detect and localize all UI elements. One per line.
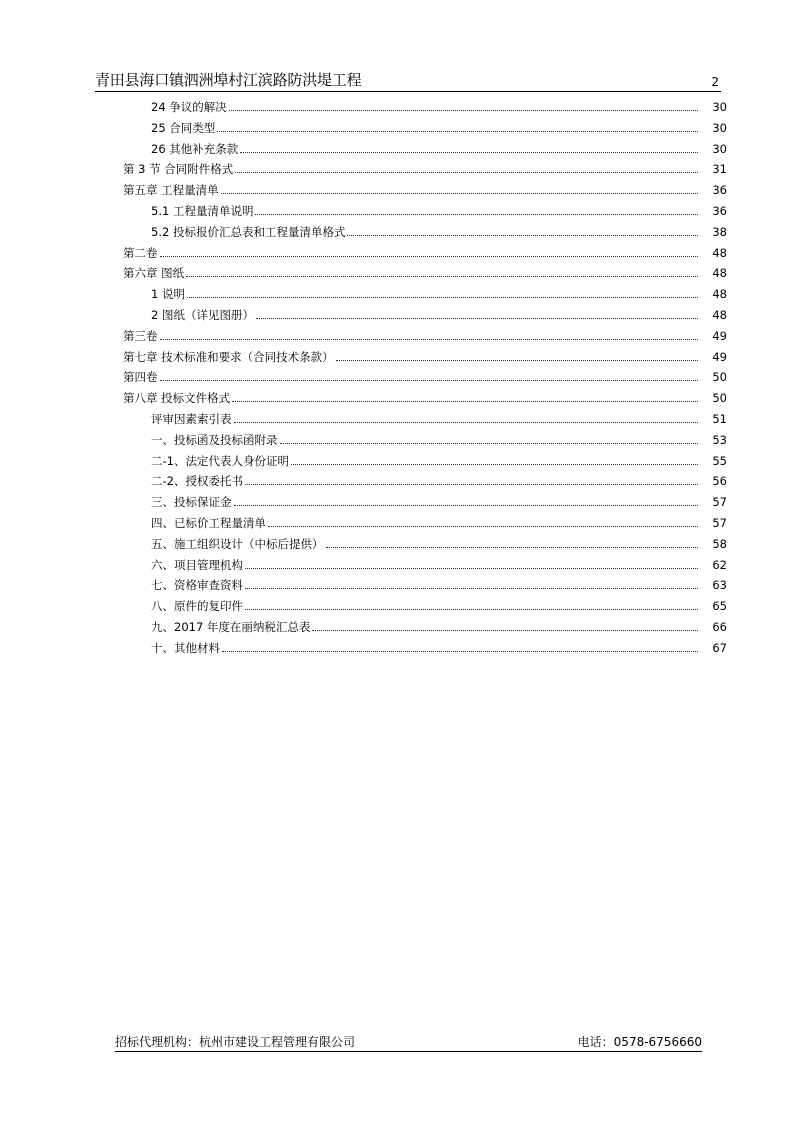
- toc-dot-leader: [291, 464, 698, 465]
- toc-entry-page: 57: [712, 495, 727, 510]
- toc-entry-page: 36: [712, 183, 727, 198]
- toc-dot-leader: [245, 568, 698, 569]
- toc-dot-leader: [235, 172, 698, 173]
- toc-dot-leader: [245, 609, 698, 610]
- toc-dot-leader: [221, 193, 698, 194]
- toc-entry-title: 第三卷: [123, 328, 158, 343]
- toc-entry-page: 55: [712, 453, 727, 468]
- toc-entry-title: 2 图纸（详见图册）: [151, 308, 254, 322]
- toc-dot-leader: [347, 235, 698, 236]
- toc-entry-title: 四、已标价工程量清单: [151, 516, 266, 530]
- toc-entry[interactable]: [151, 115, 727, 135]
- toc-entry-title: 1 说明: [151, 287, 185, 302]
- toc-entry[interactable]: [151, 572, 727, 592]
- toc-dot-leader: [245, 588, 698, 589]
- toc-dot-leader: [245, 484, 698, 485]
- toc-entry-page: 56: [712, 474, 727, 489]
- toc-entry-title: 第二卷: [123, 245, 158, 260]
- toc-entry-title: 第 3 节 合同附件格式: [123, 162, 234, 177]
- toc-entry-page: 30: [712, 120, 727, 135]
- toc-entry[interactable]: [151, 489, 727, 509]
- toc-entry[interactable]: [151, 593, 727, 613]
- toc-entry-title: 第四卷: [123, 370, 158, 385]
- toc-dot-leader: [256, 318, 698, 319]
- toc-dot-leader: [336, 360, 698, 361]
- toc-dot-leader: [268, 526, 698, 527]
- toc-entry[interactable]: [151, 448, 727, 468]
- document-title: 青田县海口镇泗洲埠村江滨路防洪堤工程: [95, 71, 362, 89]
- toc-entry-page: 62: [712, 557, 727, 572]
- toc-entry[interactable]: [123, 260, 727, 280]
- toc-entry-page: 50: [712, 370, 727, 385]
- toc-entry-title: 二-1、法定代表人身份证明: [151, 453, 289, 468]
- toc-entry-page: 58: [712, 536, 727, 551]
- toc-entry-page: 30: [712, 141, 727, 156]
- toc-entry-page: 30: [712, 100, 727, 114]
- toc-entry[interactable]: [151, 406, 727, 426]
- toc-entry-page: 53: [712, 432, 727, 447]
- toc-entry[interactable]: [151, 281, 727, 301]
- toc-entry-title: 25 合同类型: [151, 120, 216, 135]
- toc-entry-page: 36: [712, 204, 727, 218]
- toc-entry[interactable]: [151, 614, 727, 634]
- toc-entry[interactable]: [151, 302, 727, 322]
- toc-entry-title: 二-2、授权委托书: [151, 474, 243, 489]
- toc-entry-page: 49: [712, 349, 727, 364]
- toc-entry[interactable]: [123, 364, 727, 384]
- toc-dot-leader: [326, 547, 699, 548]
- toc-entry-page: 49: [712, 328, 727, 343]
- toc-entry[interactable]: [123, 177, 727, 197]
- toc-dot-leader: [222, 651, 698, 652]
- toc-entry-title: 第七章 技术标准和要求（合同技术条款）: [123, 349, 334, 364]
- toc-dot-leader: [255, 214, 698, 215]
- toc-entry-title: 5.2 投标报价汇总表和工程量清单格式: [151, 224, 346, 239]
- toc-dot-leader: [232, 401, 698, 402]
- toc-entry-title: 26 其他补充条款: [151, 141, 239, 156]
- toc-entry-page: 50: [712, 391, 727, 406]
- toc-dot-leader: [186, 276, 698, 277]
- toc-dot-leader: [160, 256, 699, 257]
- toc-entry[interactable]: [151, 136, 727, 156]
- toc-dot-leader: [160, 339, 699, 340]
- toc-entry-title: 六、项目管理机构: [151, 557, 243, 572]
- toc-entry-page: 48: [712, 308, 727, 322]
- toc-entry-title: 八、原件的复印件: [151, 599, 243, 614]
- toc-entry[interactable]: [151, 94, 727, 114]
- toc-dot-leader: [229, 110, 698, 111]
- toc-entry-title: 24 争议的解决: [151, 100, 227, 114]
- toc-entry-page: 48: [712, 287, 727, 302]
- toc-entry-page: 57: [712, 516, 727, 530]
- toc-entry-title: 第五章 工程量清单: [123, 183, 219, 198]
- toc-entry-title: 九、2017 年度在丽纳税汇总表: [151, 620, 311, 634]
- toc-entry-title: 一、投标函及投标函附录: [151, 432, 278, 447]
- toc-entry-title: 五、施工组织设计（中标后提供）: [151, 536, 324, 551]
- page-footer: [115, 1037, 702, 1052]
- toc-entry-page: 51: [712, 412, 727, 426]
- toc-entry-page: 48: [712, 266, 727, 281]
- agency-info: 招标代理机构：杭州市建设工程管理有限公司: [115, 1035, 356, 1049]
- toc-dot-leader: [160, 380, 699, 381]
- toc-entry-page: 65: [712, 599, 727, 614]
- page-number: 2: [711, 75, 719, 89]
- toc-dot-leader: [312, 630, 698, 631]
- toc-entry-title: 评审因素索引表: [151, 412, 232, 426]
- toc-entry-page: 67: [712, 640, 727, 655]
- toc-entry[interactable]: [151, 198, 727, 218]
- toc-entry-title: 七、资格审查资料: [151, 578, 243, 593]
- phone-info: 电话：0578-6756660: [577, 1035, 702, 1049]
- toc-dot-leader: [234, 422, 699, 423]
- toc-entry[interactable]: [151, 219, 727, 239]
- toc-entry-page: 31: [712, 162, 727, 177]
- toc-entry-title: 第八章 投标文件格式: [123, 391, 231, 406]
- toc-dot-leader: [217, 131, 698, 132]
- toc-entry-page: 63: [712, 578, 727, 593]
- toc-entry[interactable]: [151, 531, 727, 551]
- toc-entry-title: 5.1 工程量清单说明: [151, 204, 254, 218]
- toc-entry[interactable]: [151, 552, 727, 572]
- toc-entry[interactable]: [151, 635, 727, 655]
- toc-entry[interactable]: [123, 240, 727, 260]
- toc-dot-leader: [187, 297, 698, 298]
- toc-entry[interactable]: [123, 156, 727, 176]
- toc-entry-title: 第六章 图纸: [123, 266, 185, 281]
- toc-entry-page: 48: [712, 245, 727, 260]
- toc-entry[interactable]: [123, 323, 727, 343]
- toc-entry-title: 三、投标保证金: [151, 495, 232, 510]
- toc-entry[interactable]: [151, 510, 727, 530]
- toc-entry[interactable]: [123, 385, 727, 405]
- toc-entry-title: 十、其他材料: [151, 640, 220, 655]
- toc-entry-page: 38: [712, 224, 727, 239]
- toc-entry[interactable]: [151, 468, 727, 488]
- toc-dot-leader: [240, 152, 698, 153]
- toc-entry[interactable]: [151, 427, 727, 447]
- toc-entry[interactable]: [123, 344, 727, 364]
- page-header: [95, 72, 721, 92]
- toc-dot-leader: [234, 505, 699, 506]
- toc-dot-leader: [280, 443, 699, 444]
- toc-entry-page: 66: [712, 620, 727, 634]
